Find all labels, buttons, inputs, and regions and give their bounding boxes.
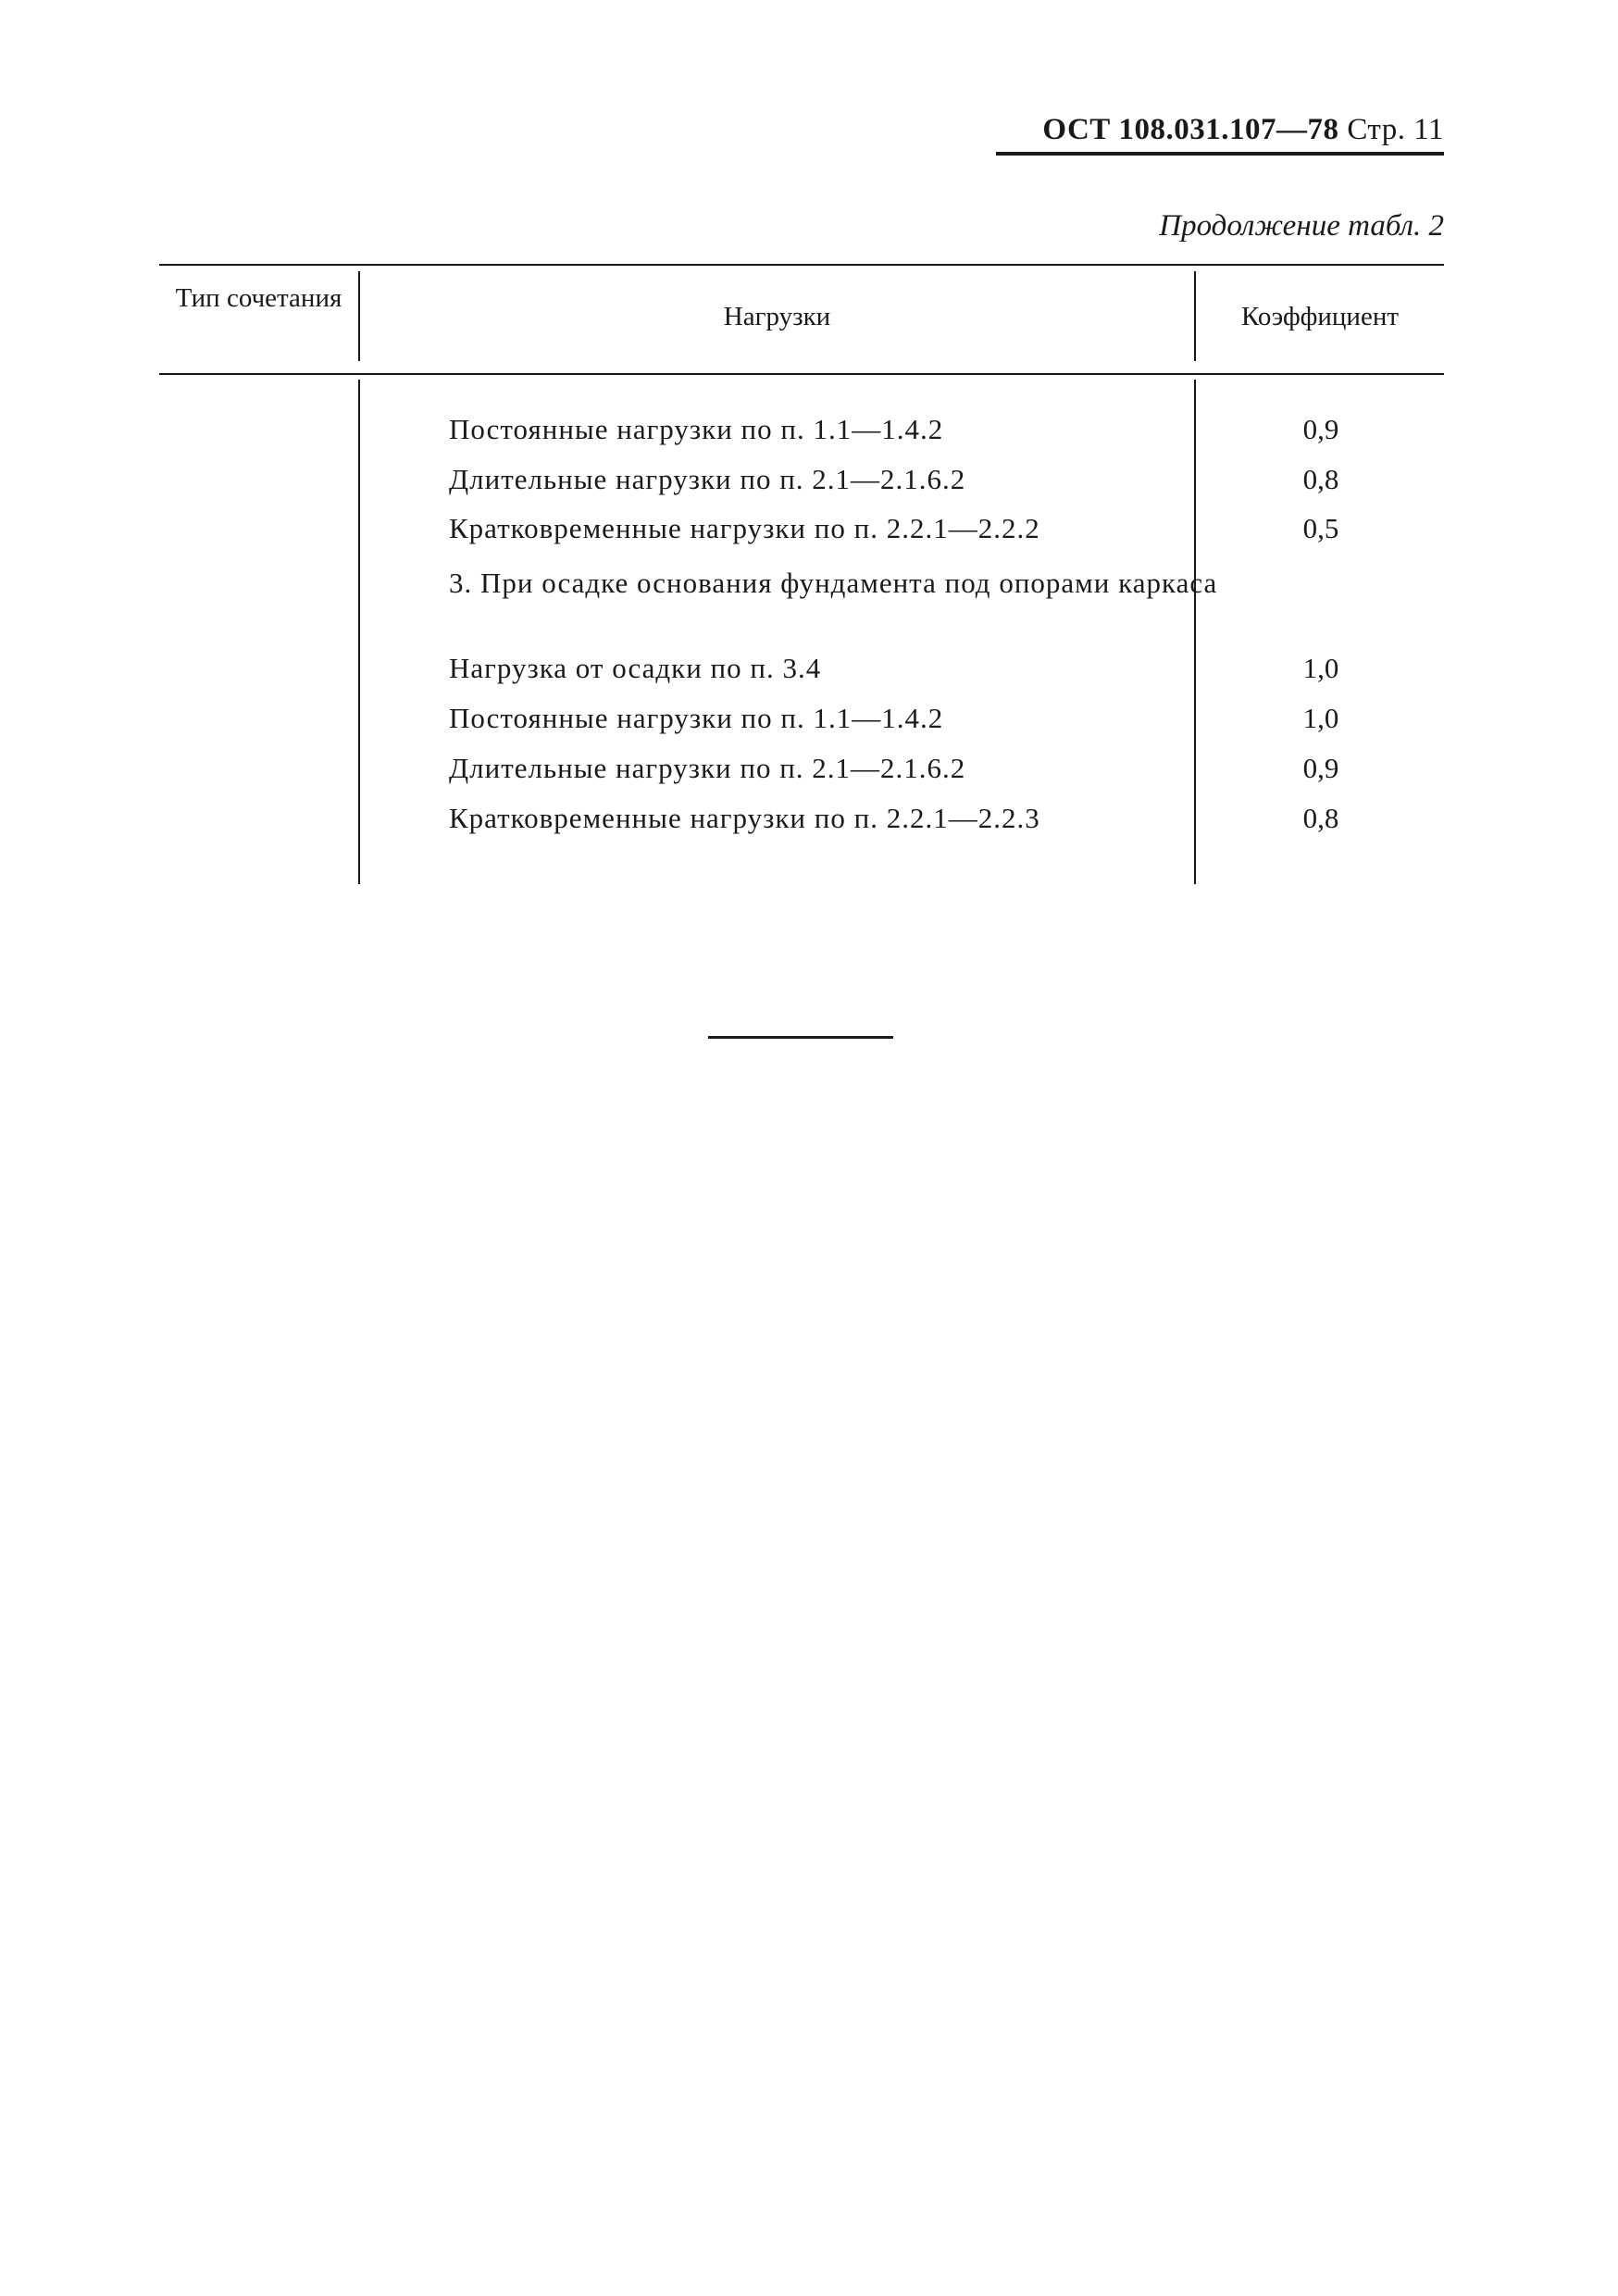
end-of-table-rule [708,1036,893,1039]
table-row-coefficient: 0,8 [1302,802,1339,834]
table-row-load: Длительные нагрузки по п. 2.1—2.1.6.2 [449,463,966,495]
table-header-rule [159,373,1444,375]
table-row-load: Кратковременные нагрузки по п. 2.2.1—2.2.3 [449,802,1040,834]
loads-table [159,264,1444,884]
table-row-load: Постоянные нагрузки по п. 1.1—1.4.2 [449,413,944,445]
header-text [1042,109,1444,150]
table-row-load: Нагрузка от осадки по п. 3.4 [449,652,822,684]
header-cell-coefficient: Коэффициент [1240,302,1400,331]
header-cell-loads: Нагрузки [723,302,831,331]
header-rule [996,152,1444,156]
header-cell-type: Тип сочетания [175,283,342,313]
table-row-coefficient: 0,9 [1302,752,1339,784]
table-section-heading: 3. При осадке основания фундамента под опорами каркаса [449,567,1218,599]
table-top-rule [159,264,1444,266]
column-divider-body-1 [358,380,360,884]
table-row-load: Длительные нагрузки по п. 2.1—2.1.6.2 [449,752,966,784]
table-continuation-label: Продолжение табл. 2 [1159,209,1444,243]
table-row-coefficient: 0,9 [1302,413,1339,445]
table-row-load: Постоянные нагрузки по п. 1.1—1.4.2 [449,702,944,734]
document-code: ОСТ 108.031.107—78 [1042,113,1339,146]
table-row-coefficient: 0,8 [1302,463,1339,495]
page-header [996,109,1444,156]
table-row-coefficient: 1,0 [1302,652,1339,684]
table-row-load: Кратковременные нагрузки по п. 2.2.1—2.2.2 [449,512,1040,544]
table-row-coefficient: 0,5 [1302,512,1339,544]
table-row-coefficient: 1,0 [1302,702,1339,734]
page-number: Стр. 11 [1347,113,1444,146]
